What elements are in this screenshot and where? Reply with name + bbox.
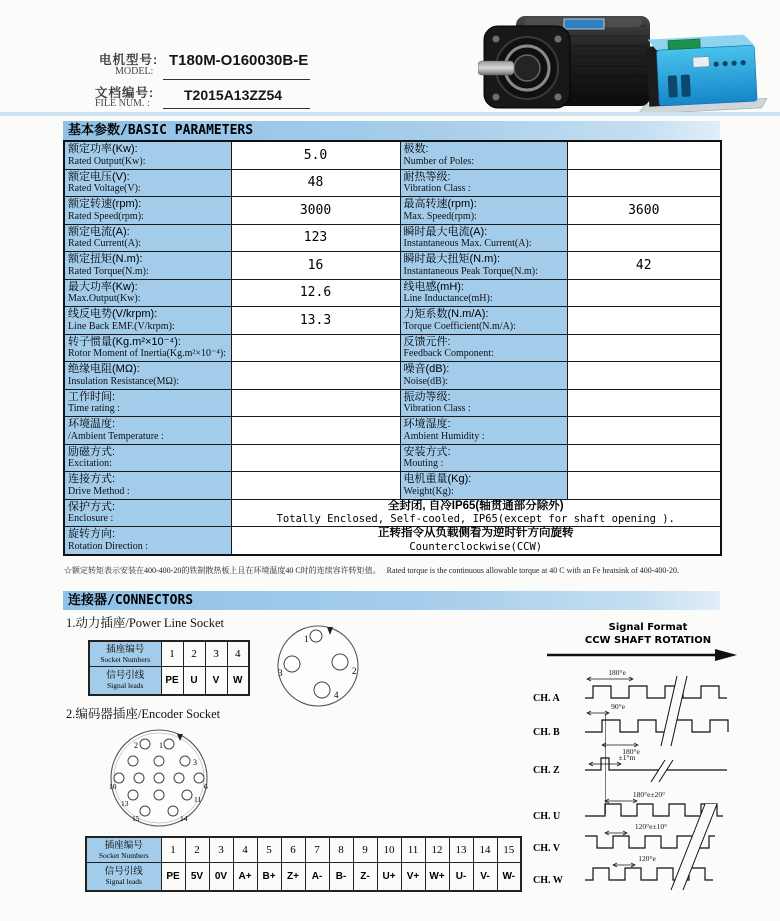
pin-number: 2 — [185, 837, 209, 862]
table-row-rotation — [64, 527, 721, 555]
pin-number: 3 — [205, 641, 227, 666]
param-label: 线电感(mH): — [403, 280, 464, 293]
pin-lead: W — [227, 666, 249, 695]
table-row-enclosure — [64, 499, 721, 527]
param-label-en: Mouting : — [403, 458, 444, 469]
table-row — [64, 417, 721, 445]
annotation-120e: 120°e — [638, 854, 656, 863]
power-socket-diagram — [270, 620, 370, 712]
basic-parameters-header: 基本参数/BASIC PARAMETERS — [63, 121, 720, 140]
signal-leads-label-cn: 信号引线 — [104, 866, 143, 878]
footnote-cn: ☆额定转矩表示安装在400-400-20的铁制散热板上且在环境温度40 C时的连续容许转矩值。 — [64, 566, 381, 575]
channel-label: CH. A — [533, 693, 560, 704]
annotation-180e: 180°e — [608, 668, 626, 677]
param-label-en: Enclosure : — [68, 513, 114, 524]
param-value — [567, 389, 721, 417]
rotation-value-cn: 正转指令从负载侧看为逆时针方向旋转 — [378, 527, 574, 539]
param-value — [567, 417, 721, 445]
motor-label-sticker — [564, 19, 604, 29]
pin-number: 2 — [183, 641, 205, 666]
model-label-cn: 电机型号: — [99, 53, 159, 67]
footnote — [64, 565, 776, 576]
param-label-en: Line Back EMF.(V/krpm): — [68, 320, 175, 332]
pin-label: 15 — [132, 814, 140, 823]
waveform-ch-w — [585, 868, 713, 880]
param-label: 额定电压(V): — [68, 170, 130, 183]
encoder-socket-heading: 2.编码器插座/Encoder Socket — [66, 707, 221, 721]
param-label-en: Weight(Kg): — [403, 485, 454, 497]
signal-leads-label-en: Signal leads — [105, 877, 142, 887]
param-value — [567, 224, 721, 252]
pin-number: 8 — [329, 837, 353, 862]
power-socket-heading: 1.动力插座/Power Line Socket — [66, 616, 224, 630]
socket-numbers-label-cn: 插座编号 — [106, 643, 145, 655]
signal-leads-label-en: Signal leads — [107, 681, 144, 691]
connectors-header: 连接器/CONNECTORS — [63, 591, 720, 610]
signal-format-diagram — [525, 618, 777, 918]
param-value — [567, 444, 721, 472]
param-label: 保护方式: — [68, 500, 116, 513]
pin-lead: V+ — [401, 862, 425, 891]
param-value: 13.3 — [231, 307, 400, 335]
param-label-en: Line Inductance(mH): — [403, 293, 493, 304]
controller-image — [634, 34, 768, 114]
pin-number: 5 — [257, 837, 281, 862]
pin-number: 6 — [281, 837, 305, 862]
param-label: 振动等级: — [403, 390, 451, 403]
param-label: 额定扭矩(N.m): — [68, 253, 143, 265]
pin-lead: W- — [497, 862, 521, 891]
pin-lead: Z+ — [281, 862, 305, 891]
enclosure-value-cn: 全封闭, 自冷IP65(轴贯通部分除外) — [387, 499, 564, 512]
param-label: 噪音(dB): — [403, 363, 450, 375]
waveform-ch-b — [585, 720, 728, 732]
param-value — [567, 362, 721, 390]
param-label: 反馈元件: — [403, 335, 451, 348]
table-row — [64, 141, 721, 169]
channel-label: CH. U — [533, 811, 561, 822]
pin-number: 14 — [473, 837, 497, 862]
annotation-90e: 90°e — [611, 702, 625, 711]
rotation-value-en: Counterclockwise(CCW) — [409, 540, 543, 553]
pin-number: 13 — [449, 837, 473, 862]
param-label-en: Instantaneous Peak Torque(N.m): — [403, 265, 538, 277]
param-value — [231, 444, 400, 472]
pin-lead: 5V — [185, 862, 209, 891]
param-label: 工作时间: — [68, 390, 116, 403]
param-label: 环境湿度: — [403, 418, 451, 430]
param-value: 123 — [231, 224, 400, 252]
pin-label: 4 — [334, 690, 339, 700]
param-label-en: Rated Voltage(V): — [68, 183, 141, 194]
pin-label: 6 — [204, 782, 208, 791]
param-label: 瞬时最大电流(A): — [403, 225, 488, 238]
pin-number: 3 — [209, 837, 233, 862]
enclosure-value-en: Totally Enclosed, Self-cooled, IP65(except for shaft opening ). — [276, 513, 675, 525]
socket-numbers-label-en: Socket Numbers — [98, 850, 149, 860]
param-label: 电机重量(Kg): — [403, 473, 472, 485]
param-value: 12.6 — [231, 279, 400, 307]
param-value: 16 — [231, 252, 400, 280]
param-value: 5.0 — [231, 141, 400, 169]
pin-number: 11 — [401, 837, 425, 862]
param-value — [567, 334, 721, 362]
param-label: 环境温度: — [68, 418, 116, 430]
param-label-en: Max.Output(Kw): — [68, 293, 141, 304]
param-label-en: Rotation Direction : — [68, 540, 148, 552]
channel-label: CH. Z — [533, 765, 560, 776]
model-underline — [163, 79, 310, 80]
pin-number: 7 — [305, 837, 329, 862]
pin-label: 10 — [109, 782, 117, 791]
rotation-arrow-head-icon — [715, 649, 737, 661]
table-row — [64, 279, 721, 307]
param-value — [231, 362, 400, 390]
param-label: 连接方式: — [68, 473, 116, 485]
annotation-120e-10: 120°e±10° — [634, 822, 668, 831]
encoder-socket-diagram — [105, 722, 217, 834]
pin-lead: B+ — [257, 862, 281, 891]
pin-label: 2 — [352, 666, 357, 676]
table-row — [64, 472, 721, 500]
table-row — [64, 362, 721, 390]
param-label: 安装方式: — [403, 445, 451, 458]
pin-label: 14 — [180, 814, 188, 823]
param-value — [567, 169, 721, 197]
param-label-en: Insulation Resistance(MΩ): — [68, 375, 180, 387]
pin-label: 2 — [134, 741, 138, 750]
param-value — [231, 389, 400, 417]
table-row — [86, 862, 521, 891]
pin-number: 10 — [377, 837, 401, 862]
pin-label: 3 — [193, 758, 197, 767]
file-underline — [163, 108, 310, 109]
param-value: 3000 — [231, 197, 400, 225]
table-row — [89, 641, 249, 666]
param-label-en: Time rating : — [68, 403, 120, 414]
param-label: 最高转速(rpm): — [403, 198, 477, 210]
table-row — [64, 252, 721, 280]
table-row — [64, 224, 721, 252]
param-label: 最大功率(Kw): — [68, 280, 138, 293]
pin-label: 11 — [194, 795, 202, 804]
table-row — [64, 307, 721, 335]
pin-lead: V- — [473, 862, 497, 891]
param-value — [231, 472, 400, 500]
param-label: 额定电流(A): — [68, 225, 130, 238]
param-label-en: Rated Current(A): — [68, 238, 142, 249]
model-label-en: MODEL: — [115, 66, 154, 77]
annotation-1m: ±1°m — [618, 753, 636, 762]
pin-lead: U- — [449, 862, 473, 891]
file-label-en: FILE NUM. : — [95, 98, 150, 109]
table-row — [64, 444, 721, 472]
table-row — [86, 837, 521, 862]
param-label-en: Feedback Component: — [403, 348, 494, 359]
pin-lead: B- — [329, 862, 353, 891]
param-label-en: Rated Torque(N.m): — [68, 265, 149, 277]
signal-format-title: Signal Format — [608, 622, 688, 633]
param-value — [567, 307, 721, 335]
break-mark — [651, 760, 673, 782]
pin-number: 4 — [233, 837, 257, 862]
param-label-en: Noise(dB): — [403, 375, 448, 387]
file-value: T2015A13ZZ54 — [184, 87, 283, 103]
param-value — [567, 141, 721, 169]
pin-label: 13 — [121, 799, 129, 808]
param-label-en: Rated Speed(rpm): — [68, 210, 144, 222]
param-value: 3600 — [567, 197, 721, 225]
param-label: 绝缘电阻(MΩ): — [68, 363, 140, 375]
param-value — [231, 417, 400, 445]
param-label-en: Drive Method : — [68, 485, 130, 497]
encoder-socket-table — [85, 836, 522, 892]
signal-leads-label-cn: 信号引线 — [106, 670, 145, 682]
channel-label: CH. B — [533, 727, 560, 738]
annotation-180e-20: 180°e±20° — [632, 790, 666, 799]
pin-lead: 0V — [209, 862, 233, 891]
pin-number: 15 — [497, 837, 521, 862]
pin-lead: W+ — [425, 862, 449, 891]
table-row — [64, 334, 721, 362]
pin-lead: PE — [161, 862, 185, 891]
param-label: 励磁方式: — [68, 445, 116, 458]
param-label-en: Vibration Class : — [403, 183, 471, 194]
table-row — [64, 197, 721, 225]
pin-number: 9 — [353, 837, 377, 862]
terminal-block — [668, 39, 700, 50]
param-label: 力矩系数(N.m/A): — [403, 308, 489, 320]
product-photo — [478, 2, 772, 114]
param-label-en: Instantaneous Max. Current(A): — [403, 238, 532, 249]
pin-lead: U+ — [377, 862, 401, 891]
param-label: 瞬时最大扭矩(N.m): — [403, 253, 501, 265]
param-value: 48 — [231, 169, 400, 197]
param-label-en: Torque Coefficient(N.m/A): — [403, 320, 516, 332]
pin-number: 1 — [161, 837, 185, 862]
table-row — [89, 666, 249, 695]
param-label-en: Vibration Class : — [403, 403, 471, 414]
param-label-en: Rotor Moment of Inertia(Kg.m²×10⁻⁴): — [68, 348, 226, 359]
channel-label: CH. W — [533, 875, 563, 886]
pin-lead: Z- — [353, 862, 377, 891]
pin-number: 12 — [425, 837, 449, 862]
param-label: 额定功率(Kw): — [68, 143, 138, 155]
pin-label: 1 — [304, 634, 309, 644]
pin-label: 3 — [278, 668, 283, 678]
socket-numbers-label-cn: 插座编号 — [104, 839, 143, 851]
footnote-en: Rated torque is the continuous allowable torque at 40 C with an Fe heatsink of 400-400-20. — [386, 566, 680, 575]
param-label: 额定转速(rpm): — [68, 198, 142, 210]
param-label: 耐热等级: — [403, 170, 451, 183]
param-label-en: Number of Poles: — [403, 155, 475, 167]
power-socket-table — [88, 640, 250, 696]
param-value — [231, 334, 400, 362]
model-value: T180M-O160030B-E — [169, 52, 309, 69]
pin-number: 1 — [161, 641, 183, 666]
pin-lead: V — [205, 666, 227, 695]
basic-parameters-table — [63, 140, 722, 556]
param-label: 转子惯量(Kg.m²×10⁻⁴): — [68, 335, 181, 348]
param-value: 42 — [567, 252, 721, 280]
waveform-ch-a — [585, 686, 727, 698]
pin-lead: PE — [161, 666, 183, 695]
socket-numbers-label-en: Socket Numbers — [100, 654, 151, 664]
pin-lead: U — [183, 666, 205, 695]
table-row — [64, 169, 721, 197]
param-label-en: Max. Speed(rpm): — [403, 210, 477, 222]
param-label-en: /Ambient Temperature : — [68, 430, 164, 442]
annotation-180e: 180°e — [622, 747, 640, 756]
break-mark — [671, 804, 717, 890]
pin-lead: A+ — [233, 862, 257, 891]
param-label: 极数: — [403, 143, 429, 155]
file-label-cn: 文档编号: — [95, 86, 155, 100]
param-value — [567, 472, 721, 500]
motor-shaft — [478, 61, 514, 75]
param-label-en: Rated Output(Kw): — [68, 155, 146, 167]
motor-image — [478, 16, 650, 108]
param-value — [567, 279, 721, 307]
table-row — [64, 389, 721, 417]
param-label: 线反电势(V/krpm): — [68, 308, 158, 320]
pin-lead: A- — [305, 862, 329, 891]
pin-label: 1 — [159, 741, 163, 750]
param-label-en: Ambient Humidity : — [403, 430, 485, 442]
channel-label: CH. V — [533, 843, 561, 854]
top-divider — [0, 112, 780, 116]
pin-number: 4 — [227, 641, 249, 666]
param-label-en: Excitation: — [68, 458, 112, 469]
param-label: 旋转方向: — [68, 528, 116, 540]
ccw-rotation-title: CCW SHAFT ROTATION — [584, 635, 712, 646]
